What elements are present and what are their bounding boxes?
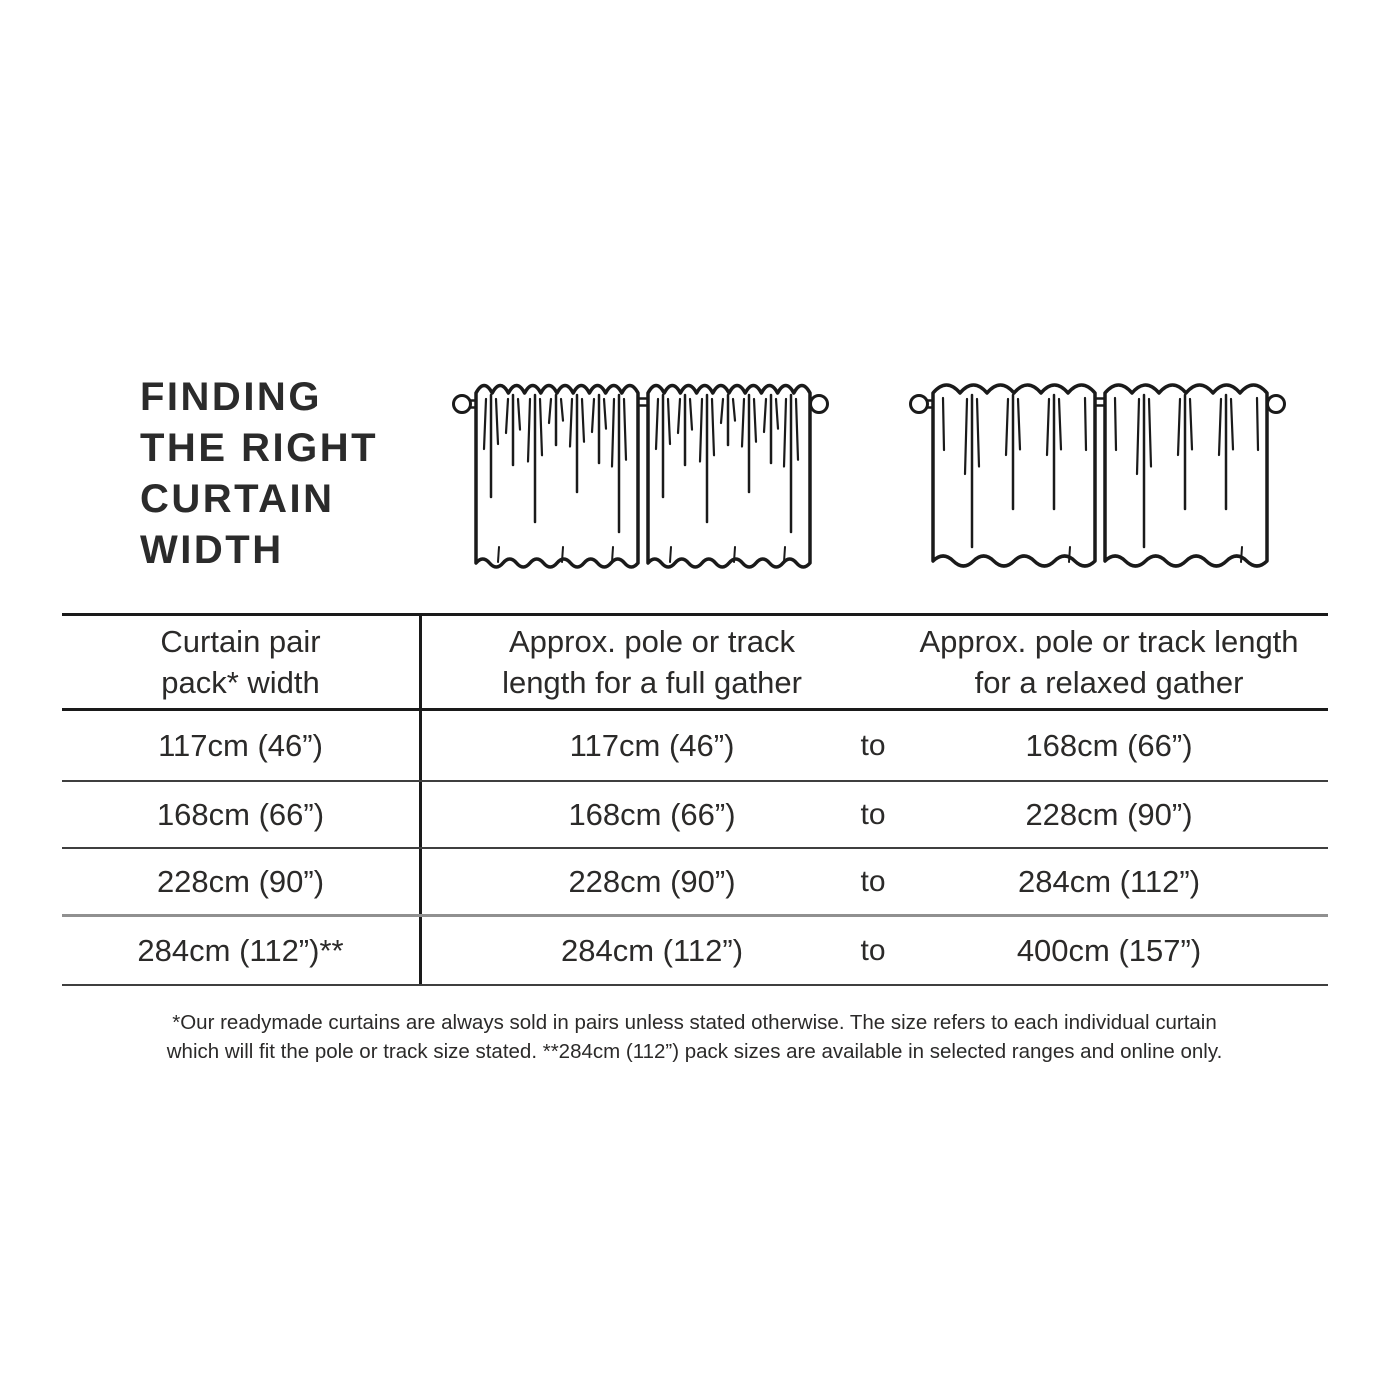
relaxed-gather-curtains-icon <box>909 378 1286 583</box>
page-title-line: WIDTH <box>140 528 284 572</box>
col-header-full-gather: Approx. pole or track length for a full gather <box>502 624 802 700</box>
pack-width-value: 228cm (90”) <box>62 849 422 914</box>
full-gather-value: 228cm (90”) <box>568 863 736 899</box>
footnote-line: which will fit the pole or track size stated. **284cm (112”) pack sizes are available in selected ranges and online only. <box>166 1040 1223 1063</box>
relaxed-gather-value: 400cm (157”) <box>1016 932 1202 968</box>
pack-width-value: 168cm (66”) <box>62 782 422 847</box>
curtain-size-table <box>62 613 1328 986</box>
col-header-spacer <box>828 616 918 708</box>
range-connector: to <box>860 728 886 762</box>
col-header-relaxed-gather: Approx. pole or track length for a relaxed gather <box>919 624 1299 700</box>
page-title-line: CURTAIN <box>140 477 335 521</box>
relaxed-gather-value: 284cm (112”) <box>1017 863 1201 899</box>
full-gather-value: 117cm (46”) <box>569 727 735 763</box>
relaxed-gather-value: 168cm (66”) <box>1025 727 1193 763</box>
page-title <box>140 372 378 576</box>
range-connector: to <box>860 933 886 967</box>
full-gather-curtains-icon <box>452 378 829 583</box>
table-row <box>62 917 1328 986</box>
range-connector: to <box>860 864 886 898</box>
table-row <box>62 782 1328 849</box>
relaxed-gather-value: 228cm (90”) <box>1025 796 1193 832</box>
page-title-line: FINDING <box>140 375 322 419</box>
table-row <box>62 849 1328 917</box>
footnote <box>0 1008 1389 1066</box>
pack-width-value: 284cm (112”)** <box>62 917 422 984</box>
footnote-line: *Our readymade curtains are always sold in pairs unless stated otherwise. The size refers to each individual curtain <box>172 1011 1217 1034</box>
full-gather-value: 284cm (112”) <box>560 932 744 968</box>
full-gather-value: 168cm (66”) <box>568 796 736 832</box>
page-title-line: THE RIGHT <box>140 426 379 470</box>
pack-width-value: 117cm (46”) <box>62 711 422 780</box>
col-header-pack-width: Curtain pair pack* width <box>62 616 422 708</box>
range-connector: to <box>860 797 886 831</box>
table-row <box>62 711 1328 782</box>
table-header-row <box>62 613 1328 711</box>
